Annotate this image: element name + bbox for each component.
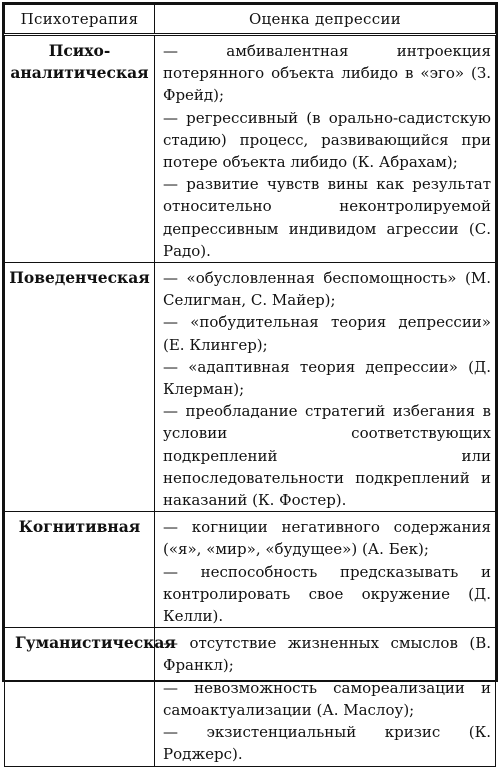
header-assessment: Оценка депрессии [155,5,496,35]
list-item: — отсутствие жизненных смыслов (В. Франкл); [163,634,491,675]
approach-label: Поведенческая [9,268,150,288]
list-item: — когниции негативного содержания («я», «мир», «будущее») (А. Бек); [163,518,491,559]
list-item: — экзистенциальный кризис (К. Роджерс). [163,723,491,764]
list-item: — амбивалентная интроекция потерянного объекта либидо в «эго» (З. Фрейд); [163,42,491,105]
psychotherapy-depression-table [2,2,498,764]
assessment-cell [155,263,496,512]
approach-label-line2: аналитическая [10,63,149,82]
list-item: — «обусловленная беспомощность» (М. Селигман, С. Майер); [163,269,491,310]
approach-label-line1: Психо- [48,41,111,60]
list-item: — «адаптивная теория депрессии» (Д. Клерман); [163,357,491,399]
list-item: — невозможность самореализации и самоактуализации (А. Маслоу); [163,678,491,719]
table-row-behavioral [5,263,496,512]
header-approach: Психотерапия [5,5,155,35]
approach-cell [5,512,155,628]
approach-label: Когнитивная [18,517,141,537]
list-item: — «побудительная теория депрессии» (Е. Клингер); [163,313,491,354]
comparison-table [4,4,496,767]
table-row-psychoanalytic [5,35,496,263]
list-item: — неспособность предсказывать и контролировать свое окружение (Д. Келли). [163,562,491,626]
table-row-humanistic [5,628,496,766]
assessment-cell [155,628,496,766]
list-item: — преобладание стратегий избегания в условии соответствующих подкреплений или непоследовательности подкреплений и наказаний (К. Фостер). [163,402,491,510]
assessment-cell [155,35,496,263]
approach-label: Гуманистическая [15,633,176,653]
approach-cell [5,628,176,766]
list-item: — регрессивный (в орально-садистскую стадию) процесс, развивающийся при потере объекта либидо (К. Абрахам); [163,108,491,172]
header-row [5,5,496,35]
assessment-cell [155,512,496,628]
table-row-cognitive [5,512,496,628]
list-item: — развитие чувств вины как результат относительно неконтролируемой депрессивным индивидом агрессии (С. Радо). [163,175,491,260]
approach-cell [5,35,155,263]
approach-cell [5,263,155,512]
